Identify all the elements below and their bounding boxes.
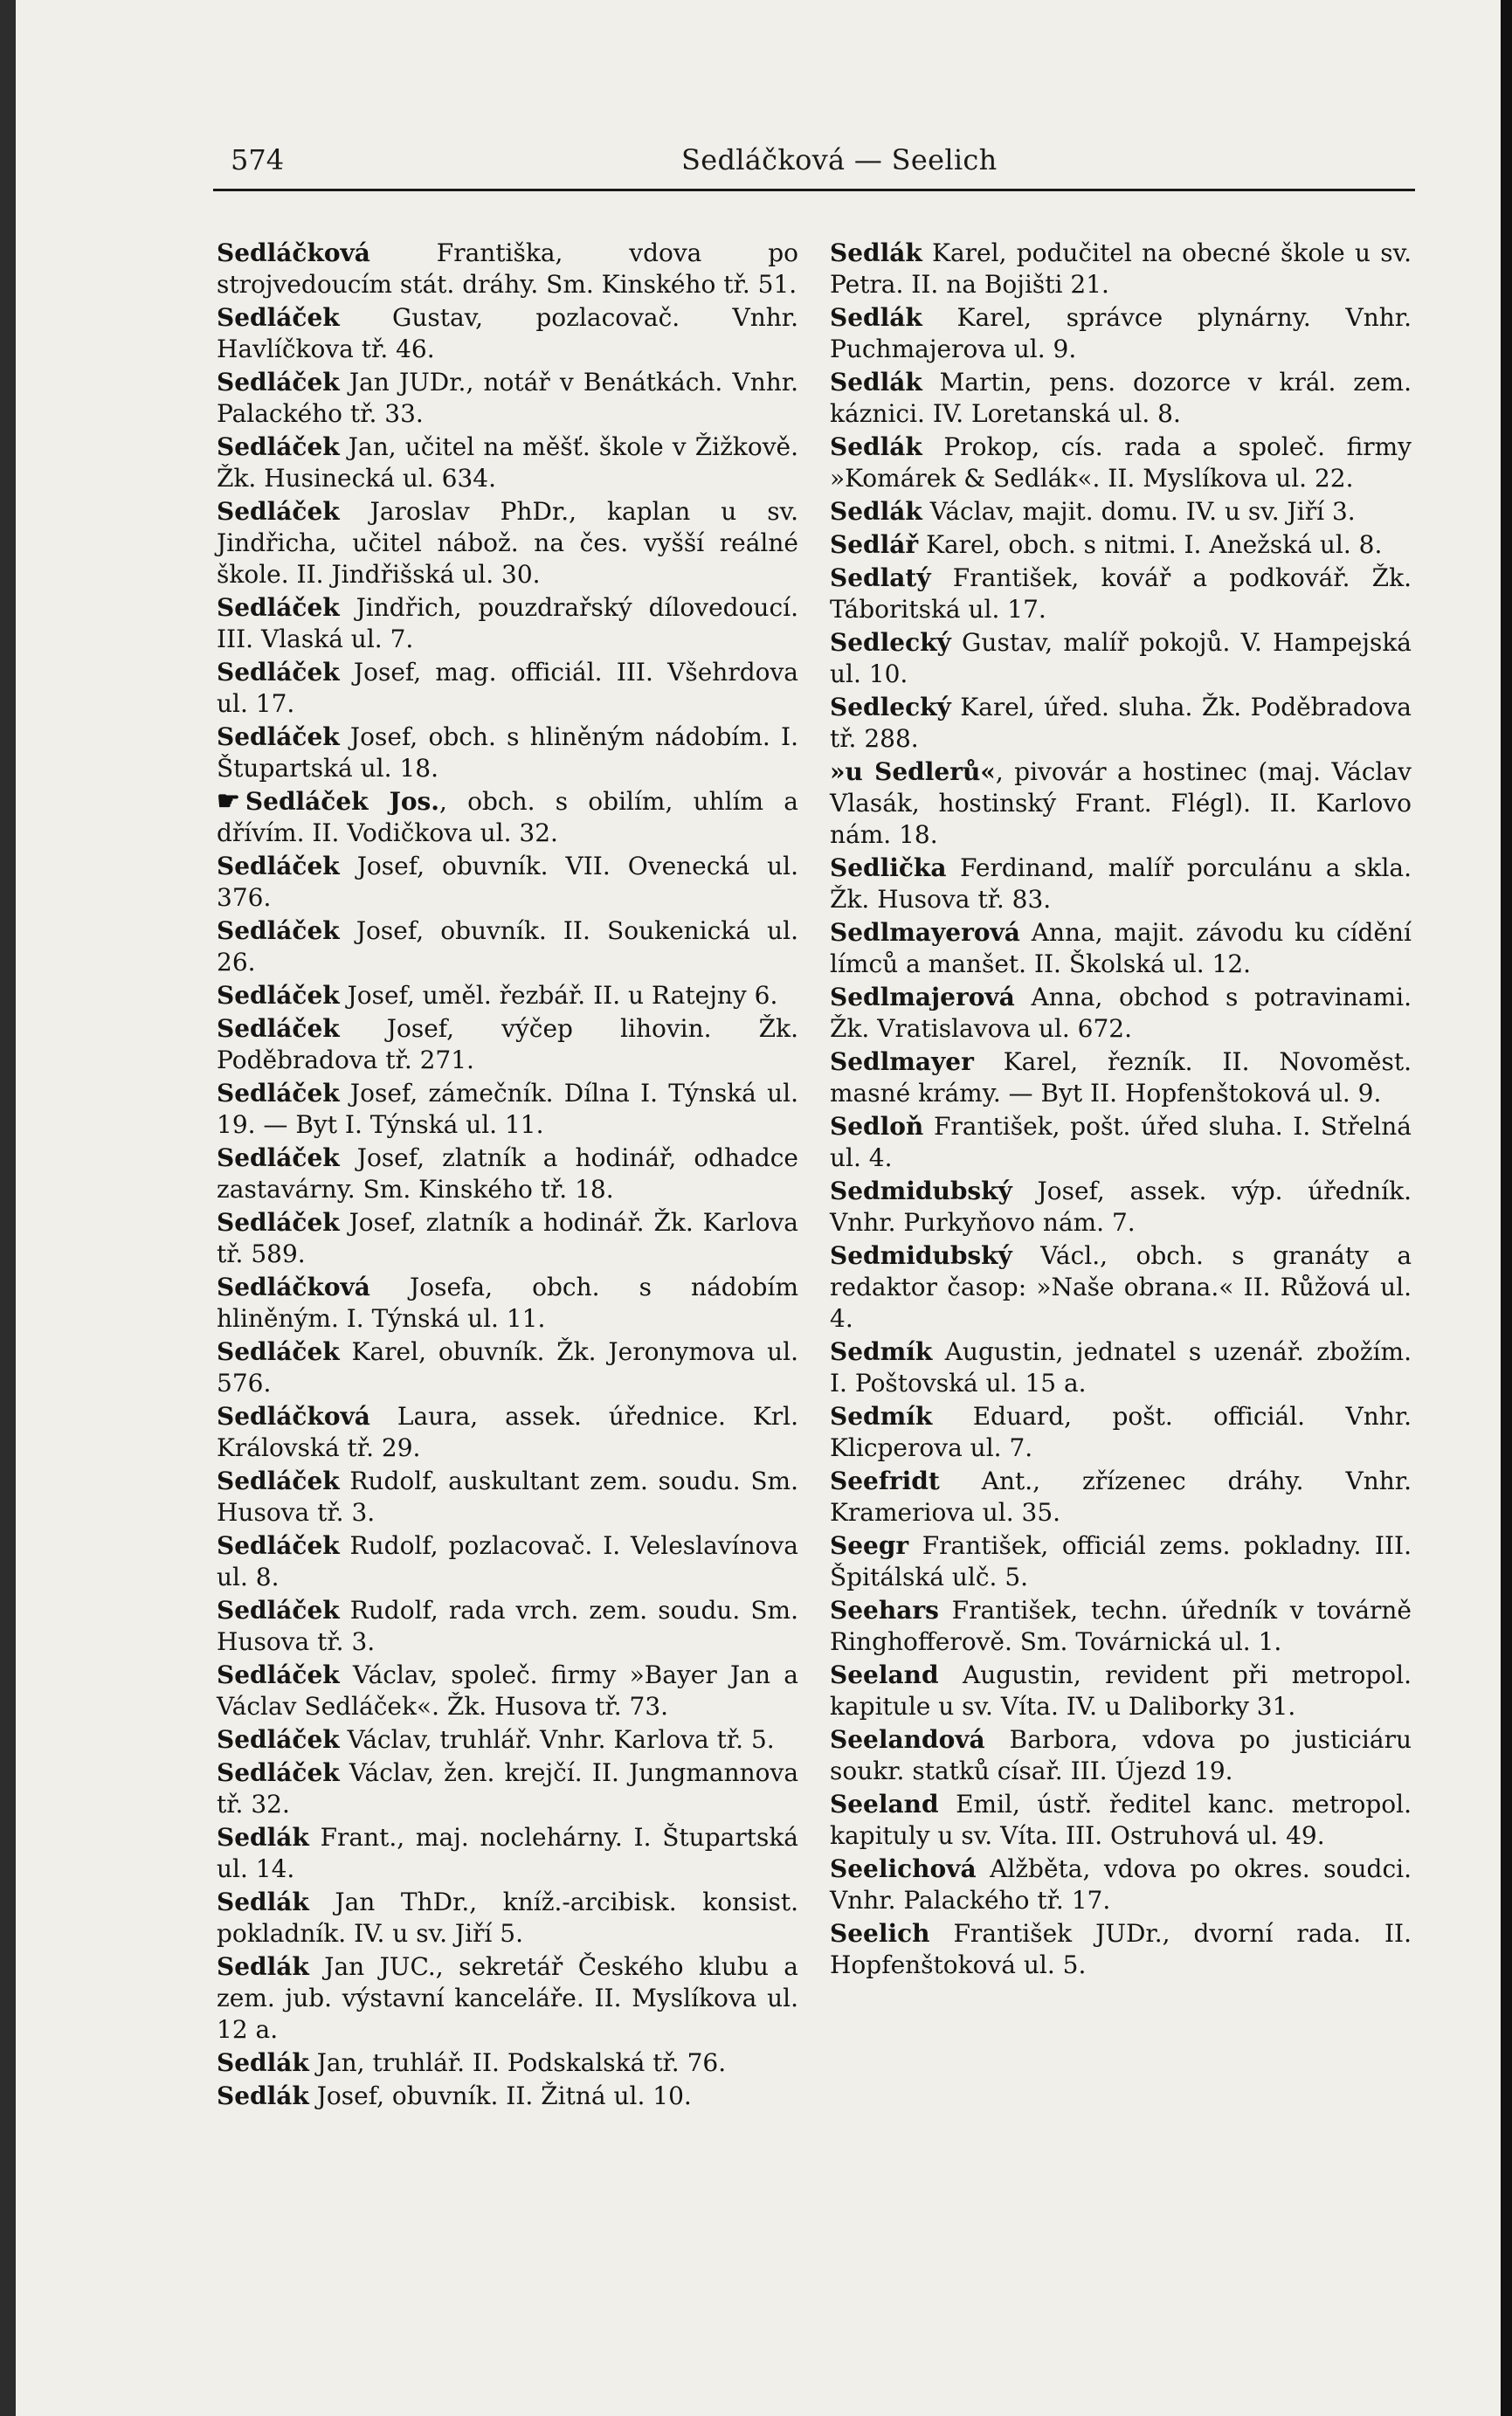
directory-entry (217, 851, 798, 914)
entry-detail: Josef, zlatník a hodinář, odhadce zastavárny. Sm. Kinského tř. 18. (217, 1143, 798, 1204)
entry-detail: Josef, obuvník. II. Žitná ul. 10. (316, 2081, 692, 2110)
entry-name: Sedmidubský (830, 1241, 1012, 1270)
directory-entry (830, 1595, 1412, 1658)
entry-detail: František, officiál zems. pokladny. III. Špitálská ulč. 5. (830, 1531, 1412, 1591)
entry-name: Sedlatý (830, 563, 931, 592)
directory-entry (830, 367, 1412, 430)
entry-name: Sedláček (217, 1337, 340, 1366)
entry-detail: Františka, vdova po strojvedoucím stát. dráhy. Sm. Kinského tř. 51. (217, 238, 798, 299)
entry-detail: Karel, řezník. II. Novoměst. masné krámy. — Byt II. Hopfenštoková ul. 9. (830, 1047, 1412, 1108)
directory-entry (217, 1757, 798, 1820)
directory-entry (217, 1336, 798, 1399)
scan-left-edge (0, 0, 16, 2416)
directory-entry (830, 1918, 1412, 1981)
running-head: Sedláčková — Seelich (681, 143, 998, 176)
directory-entry (830, 756, 1412, 851)
entry-name: Sedláček (217, 1014, 340, 1043)
entry-detail: Gustav, malíř pokojů. V. Hampejská ul. 10. (830, 628, 1412, 688)
entry-name: Sedloň (830, 1112, 924, 1141)
entry-detail: Karel, úřed. sluha. Žk. Poděbradova tř. 288. (830, 693, 1412, 753)
directory-entry (217, 1013, 798, 1076)
entry-name: Seegr (830, 1531, 909, 1560)
entry-detail: Josef, zlatník a hodinář. Žk. Karlova tř. 589. (217, 1208, 798, 1268)
directory-entry (217, 1078, 798, 1141)
entry-detail: Anna, majit. závodu ku cídění límců a manšet. II. Školská ul. 12. (830, 918, 1412, 978)
entry-name: Seelich (830, 1919, 930, 1948)
directory-entry (217, 1401, 798, 1464)
directory-entry (830, 1660, 1412, 1722)
entry-name: Sedláček (217, 658, 340, 687)
entry-detail: Karel, podučitel na obecné škole u sv. Petra. II. na Bojišti 21. (830, 238, 1412, 299)
entry-detail: František, pošt. úřed sluha. I. Střelná ul. 4. (830, 1112, 1412, 1172)
directory-entry (217, 1660, 798, 1722)
entry-name: Sedlák (830, 303, 922, 332)
entry-name: Sedlák (217, 2048, 309, 2077)
left-column (217, 238, 798, 2114)
entry-name: Sedláčková (217, 238, 370, 267)
entry-name: Sedláček (217, 368, 340, 397)
entry-name: Sedláček (217, 1079, 340, 1108)
entry-name: Seeland (830, 1790, 939, 1819)
directory-entry (830, 563, 1412, 625)
directory-entry (830, 853, 1412, 915)
entry-name: Sedláček (217, 1596, 340, 1625)
directory-entry (830, 1240, 1412, 1335)
entry-detail: Josef, zámečník. Dílna I. Týnská ul. 19. — Byt I. Týnská ul. 11. (217, 1079, 798, 1139)
directory-entry (217, 1142, 798, 1205)
entry-name: Sedláček (217, 497, 340, 526)
entry-detail: Karel, obch. s nitmi. I. Anežská ul. 8. (926, 530, 1383, 559)
entry-name: Sedláček (217, 432, 340, 461)
entry-detail: Václav, majit. domu. IV. u sv. Jiří 3. (929, 497, 1356, 526)
right-column (830, 238, 1412, 1983)
directory-entry (217, 302, 798, 365)
directory-entry (217, 1822, 798, 1885)
entry-detail: Karel, obuvník. Žk. Jeronymova ul. 576. (217, 1337, 799, 1398)
directory-entry (217, 1887, 798, 1950)
directory-entry (830, 431, 1412, 494)
entry-name: Sedlák (830, 238, 922, 267)
entry-name: Sedlák (830, 497, 922, 526)
entry-name: Seeland (830, 1660, 939, 1689)
entry-name: Sedláček (217, 1725, 340, 1754)
directory-entry (217, 496, 798, 590)
entry-detail: Eduard, pošt. officiál. Vnhr. Klicperova ul. 7. (830, 1402, 1412, 1462)
directory-entry (830, 692, 1412, 755)
directory-entry (217, 238, 798, 300)
entry-name: Sedlmayerová (830, 918, 1020, 947)
entry-name: Sedmík (830, 1402, 933, 1431)
entry-name: Sedmík (830, 1337, 933, 1366)
entry-detail: Jan, učitel na měšť. škole v Žižkově. Žk. Husinecká ul. 634. (217, 432, 798, 493)
directory-entry (830, 627, 1412, 690)
directory-entry (217, 1530, 798, 1593)
entry-name: Sedlecký (830, 628, 951, 657)
entry-name: Sedlák (217, 2081, 309, 2110)
entry-name: Sedlák (830, 432, 922, 461)
entry-name: Sedlák (217, 1952, 309, 1981)
entry-detail: Augustin, revident při metropol. kapitule u sv. Víta. IV. u Daliborky 31. (830, 1660, 1412, 1721)
entry-name: Sedláčková (217, 1402, 370, 1431)
entry-detail: František JUDr., dvorní rada. II. Hopfenštoková ul. 5. (830, 1919, 1412, 1979)
directory-entry (830, 1530, 1412, 1593)
entry-detail: Josefa, obch. s nádobím hliněným. I. Týnská ul. 11. (217, 1273, 798, 1333)
entry-detail: Rudolf, rada vrch. zem. soudu. Sm. Husova tř. 3. (217, 1596, 798, 1656)
directory-entry (830, 982, 1412, 1045)
page-number: 574 (231, 143, 285, 176)
entry-detail: Karel, správce plynárny. Vnhr. Puchmajerova ul. 9. (830, 303, 1412, 363)
entry-name: Sedláček (217, 1208, 340, 1237)
entry-name: Sedlák (830, 368, 922, 397)
directory-entry (830, 1466, 1412, 1529)
directory-entry (217, 1272, 798, 1335)
entry-name: Seehars (830, 1596, 939, 1625)
entry-detail: Jindřich, pouzdrařský dílovedoucí. III. Vlaská ul. 7. (217, 593, 798, 653)
directory-entry (217, 1595, 798, 1658)
entry-detail: Rudolf, pozlacovač. I. Veleslavínova ul. 8. (217, 1531, 798, 1591)
entry-detail: Josef, mag. officiál. III. Všehrdova ul. 17. (217, 658, 798, 718)
entry-detail: Josef, výčep lihovin. Žk. Poděbradova tř. 271. (217, 1014, 798, 1074)
entry-name: Sedláček (217, 916, 340, 945)
directory-entry (217, 2047, 798, 2079)
directory-entry (830, 496, 1412, 528)
entry-detail: Václav, společ. firmy »Bayer Jan a Václav Sedláček«. Žk. Husova tř. 73. (217, 1660, 798, 1721)
entry-detail: Václ., obch. s granáty a redaktor časop: »Naše obrana.« II. Růžová ul. 4. (830, 1241, 1412, 1333)
entry-name: Sedláček (217, 1143, 340, 1172)
directory-page (16, 0, 1501, 2416)
entry-detail: Rudolf, auskultant zem. soudu. Sm. Husova tř. 3. (217, 1467, 798, 1527)
directory-entry (217, 367, 798, 430)
entry-name: Sedlmajerová (830, 983, 1015, 1011)
entry-detail: Prokop, cís. rada a společ. firmy »Komárek & Sedlák«. II. Myslíkova ul. 22. (830, 432, 1412, 493)
entry-name: Sedláček Jos. (245, 787, 440, 816)
entry-detail: Alžběta, vdova po okres. soudci. Vnhr. Palackého tř. 17. (830, 1854, 1412, 1915)
directory-entry (830, 1336, 1412, 1399)
entry-detail: Augustin, jednatel s uzenář. zbožím. I. Poštovská ul. 15 a. (830, 1337, 1412, 1398)
entry-detail: Laura, assek. úřednice. Krl. Královská tř. 29. (217, 1402, 798, 1462)
entry-name: Sedláček (217, 593, 340, 622)
directory-entry (830, 1853, 1412, 1916)
directory-entry (217, 786, 798, 849)
entry-detail: Gustav, pozlacovač. Vnhr. Havlíčkova tř. 46. (217, 303, 798, 363)
entry-detail: Josef, assek. výp. úředník. Vnhr. Purkyňovo nám. 7. (830, 1177, 1412, 1237)
entry-detail: Ferdinand, malíř porculánu a skla. Žk. Husova tř. 83. (830, 853, 1412, 914)
directory-entry (830, 238, 1412, 300)
entry-detail: Jan JUDr., notář v Benátkách. Vnhr. Palackého tř. 33. (217, 368, 798, 428)
entry-name: Sedlička (830, 853, 947, 882)
entry-name: Sedláček (217, 1467, 340, 1495)
entry-name: Sedlmayer (830, 1047, 974, 1076)
directory-entry (217, 1466, 798, 1529)
entry-detail: Jan JUC., sekretář Českého klubu a zem. jub. výstavní kanceláře. II. Myslíkova ul. 12 a. (217, 1952, 798, 2044)
entry-name: Sedlecký (830, 693, 951, 721)
directory-entry (830, 1789, 1412, 1852)
scan-right-edge (1501, 0, 1512, 2416)
entry-name: Sedlář (830, 530, 919, 559)
directory-entry (830, 1176, 1412, 1239)
entry-detail: Josef, obch. s hliněným nádobím. I. Štupartská ul. 18. (217, 722, 798, 783)
entry-name: Sedláček (217, 981, 340, 1010)
entry-name: Seelichová (830, 1854, 977, 1883)
entry-detail: Josef, uměl. řezbář. II. u Ratejny 6. (347, 981, 778, 1010)
directory-entry (217, 721, 798, 784)
directory-entry (217, 1724, 798, 1756)
entry-detail: , obch. s obilím, uhlím a dřívím. II. Vodičkova ul. 32. (217, 787, 798, 847)
entry-name: Sedláček (217, 722, 340, 751)
entry-detail: Jan, truhlář. II. Podskalská tř. 76. (316, 2048, 727, 2077)
pointing-hand-icon: ☛ (217, 786, 240, 817)
entry-detail: Emil, ústř. ředitel kanc. metropol. kapituly u sv. Víta. III. Ostruhová ul. 49. (830, 1790, 1412, 1850)
directory-entry (830, 302, 1412, 365)
directory-entry (830, 529, 1412, 561)
entry-detail: Barbora, vdova po justiciáru soukr. statků císař. III. Újezd 19. (830, 1725, 1412, 1785)
directory-entry (217, 592, 798, 655)
entry-name: Sedlák (217, 1888, 309, 1916)
entry-detail: Frant., maj. noclehárny. I. Štupartská ul. 14. (217, 1823, 798, 1883)
entry-detail: Josef, obuvník. II. Soukenická ul. 26. (217, 916, 799, 977)
entry-name: Seefridt (830, 1467, 940, 1495)
directory-entry (217, 1951, 798, 2046)
entry-detail: Václav, truhlář. Vnhr. Karlova tř. 5. (347, 1725, 775, 1754)
entry-detail: František, techn. úředník v továrně Ringhofferově. Sm. Továrnická ul. 1. (830, 1596, 1412, 1656)
directory-entry (830, 1111, 1412, 1174)
entry-name: Sedláčková (217, 1273, 370, 1301)
directory-entry (830, 1046, 1412, 1109)
directory-entry (830, 917, 1412, 980)
entry-name: Sedmidubský (830, 1177, 1012, 1205)
page-header (213, 140, 1415, 191)
entry-detail: Martin, pens. dozorce v král. zem. káznici. IV. Loretanská ul. 8. (830, 368, 1412, 428)
directory-entry (217, 2081, 798, 2112)
entry-name: Sedláček (217, 1758, 340, 1787)
entry-detail: Jan ThDr., kníž.-arcibisk. konsist. pokladník. IV. u sv. Jiří 5. (217, 1888, 798, 1948)
entry-detail: Jaroslav PhDr., kaplan u sv. Jindřicha, učitel nábož. na čes. vyšší reálné škole. II. Jindřišská ul. 30. (217, 497, 799, 589)
entry-detail: Václav, žen. krejčí. II. Jungmannova tř. 32. (217, 1758, 799, 1819)
entry-name: »u Sedlerů« (830, 757, 996, 786)
directory-entry (217, 915, 798, 978)
entry-name: Sedláček (217, 1531, 340, 1560)
entry-name: Sedláček (217, 303, 340, 332)
entry-name: Sedláček (217, 852, 340, 880)
directory-entry (217, 657, 798, 720)
directory-entry (217, 1207, 798, 1270)
entry-name: Seelandová (830, 1725, 985, 1754)
entry-name: Sedláček (217, 1660, 340, 1689)
entry-detail: František, kovář a podkovář. Žk. Táboritská ul. 17. (830, 563, 1412, 624)
entry-detail: , pivovár a hostinec (maj. Václav Vlasák, hostinský Frant. Flégl). II. Karlovo nám. 18. (830, 757, 1412, 849)
entry-detail: Ant., zřízenec dráhy. Vnhr. Krameriova ul. 35. (830, 1467, 1412, 1527)
entry-detail: Anna, obchod s potravinami. Žk. Vratislavova ul. 672. (830, 983, 1412, 1043)
directory-entry (830, 1724, 1412, 1787)
directory-entry (217, 431, 798, 494)
entry-name: Sedlák (217, 1823, 309, 1852)
entry-detail: Josef, obuvník. VII. Ovenecká ul. 376. (217, 852, 798, 912)
directory-entry (217, 980, 798, 1011)
directory-entry (830, 1401, 1412, 1464)
